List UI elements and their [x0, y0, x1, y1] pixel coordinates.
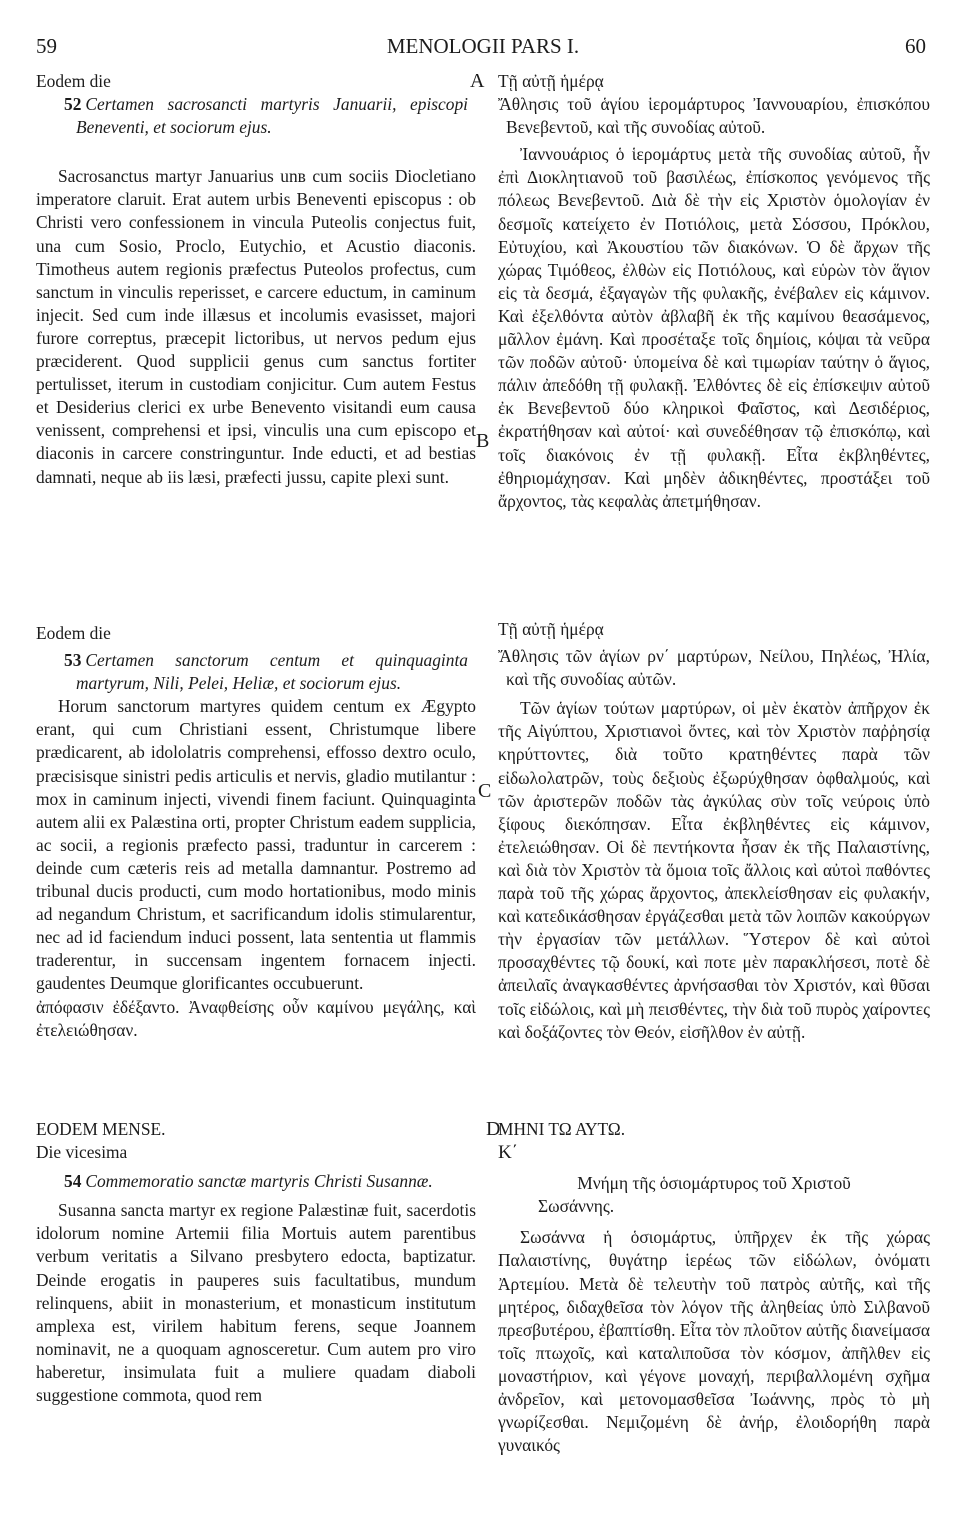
section-title: Ἄθλησις τῶν ἁγίων ρν΄ μαρτύρων, Νείλου, Πηλέως, Ἠλία, καὶ τῆς συνοδίας αὐτῶν. [498, 646, 930, 690]
section-title-text: Commemoratio sanctæ martyris Christi Susannæ. [85, 1171, 433, 1192]
section-title [36, 649, 476, 695]
margin-marker-d: D [486, 1118, 501, 1140]
margin-marker-c: C [478, 780, 492, 802]
section-body: Susanna sancta martyr ex regione Palæstinæ fuit, sacerdotis idolorum nomine Artemii filia Mortuis autem parentibus verbum veritatis a Silvano presbytero edocta, baptizatur. Deinde erogatis in pauperes suis facultatibus, mundum relinquens, abiit in monasterium, et monasticum institutum amplexa est, virilem habitum ferens, seque Joannem nominavit, ne a quoquam agnosceretur. Cum autem pro viro haberetur, insimulata fuit a muliere quadam diaboli suggestione commota, quod rem [36, 1200, 476, 1406]
section-day-heading: Eodem die [36, 71, 111, 91]
section-body: Sacrosanctus martyr Januarius unв cum sociis Diocletiano imperatore claruit. Erat autem urbis Beneventi episcopus : ob Christi vero confessionem in vincula Puteolis conjectus fuit, una cum Sosio, Proclo, Eutychio, et Acustio diaconis. Timotheus autem regionis præfectus Puteolos profectus, cum sanctum in vinculis reperisset, e carcere eductum, in caminum injecit. Sed cum inde illæsus et incolumis evasisset, majori furore correptus, præcepit lictoribus, ut nervos pedum ejus præciderent. Quod supplicii genus cum sanctus fortiter pertulisset, iterum in custodiam conjicitur. Cum autem Festus et Desiderius clerici ex urbe Benevento visitandi eum causa venissent, comprehensi et ipsi, vinculis una cum episcopo et diaconis in carcere constringuntur. Inde educti, et ad bestias damnati, neque ab iis læsi, præfecti jussu, capite plexi sunt. [36, 166, 476, 487]
latin-section-54 [36, 1118, 476, 1407]
section-day-heading: Eodem die [36, 623, 111, 643]
running-title: MENOLOGII PARS I. [386, 34, 580, 58]
greek-section-54 [498, 1118, 930, 1457]
month-heading: ΜΗΝΙ ΤΩ ΑΥΤΩ. [498, 1119, 626, 1139]
section-body: Σωσάννα ἡ ὁσιομάρτυς, ὑπῆρχεν ἐκ τῆς χώρας Παλαιστίνης, θυγάτηρ ἱερέως τῶν εἰδώλων, ὀνόματι Ἀρτεμίου. Μετὰ δὲ τελευτὴν τοῦ πατρὸς αὐτῆς, καὶ τῆς μητέρος, διδαχθεῖσα τὸν λόγον τῆς ἀληθείας ὑπὸ Σιλβανοῦ πρεσβυτέρου, ἐβαπτίσθη. Εἶτα τὸν πλοῦτον αὐτῆς διανείμασα τοῖς πτωχοῖς, καὶ καταλιποῦσα τὸν κόσμον, ἀπῆλθεν εἰς μοναστήριον, καὶ γέγονε μοναχή, περιβαλλομένη σχῆμα ἀνδρεῖον, καὶ μετονομασθεῖσα Ἰωάννης, πρὸς τὸ μὴ γνωρίζεσθαι. Νεμιζομένη δὲ ἀνήρ, ἐλοιδορήθη παρὰ γυναικός [498, 1227, 930, 1456]
section-day-heading: Κ΄ [498, 1142, 519, 1164]
margin-marker-a: A [470, 70, 485, 92]
section-title: Μνήμη τῆς ὁσιομάρτυρος τοῦ Χριστοῦ Σωσάννης. [538, 1173, 851, 1217]
section-number: 54 [64, 1171, 82, 1192]
section-title-text: Certamen sanctorum centum et quinquaginta martyrum, Nili, Pelei, Heliæ, et sociorum ejus. [76, 650, 468, 694]
section-day-heading: Τῇ αὐτῇ ἡμέρᾳ [498, 619, 604, 639]
page-number-left: 59 [36, 34, 57, 58]
margin-marker-b: B [476, 430, 490, 452]
section-number: 52 [64, 94, 82, 115]
section-body: Horum sanctorum martyres quidem centum ex Ægypto erant, qui cum Christiani essent, Christumque libere prædicarent, ab idololatris comprehensi, effosso dextro oculo, præcisisque sinistri pedis articulis et nervis, gladio mutilantur : mox in caminum injecti, vivendi finem faciunt. Quinquaginta autem alii ex Palæstina orti, propter Christum eadem supplicia, ac socii, a regionis præfecto passi, traduntur in carcerem : deinde cum cæteris reis ad metalla damnantur. Postremo ad tribunal ducis producti, cum modo hortationibus, modo minis ad negandum Christum, et sacrificandum idolis stimularentur, nec ad id faciendum induci possent, lata sententia ut flammis traderentur, in succensam ingentem fornacem injecti. gaudentes Deumque glorificantes occubuerunt. [36, 696, 476, 994]
section-title: Ἄθλησις τοῦ ἁγίου ἱερομάρτυρος Ἰαννουαρίου, ἐπισκόπου Βενεβεντοῦ, καὶ τῆς συνοδίας αὐτοῦ. [498, 94, 930, 138]
greek-section-52 [498, 70, 930, 513]
section-number: 53 [64, 650, 82, 671]
month-heading: EODEM MENSE. [36, 1119, 166, 1139]
section-day-heading: Die vicesima [36, 1142, 128, 1163]
section-day-heading: Τῇ αὐτῇ ἡμέρᾳ [498, 71, 604, 91]
greek-section-53 [498, 618, 930, 1044]
section-title [36, 93, 476, 139]
latin-section-53 [36, 622, 476, 1042]
section-title-text: Certamen sacrosancti martyris Januarii, episcopi Beneventi, et sociorum ejus. [76, 94, 468, 138]
section-title [36, 1170, 476, 1193]
page-number-right: 60 [905, 34, 926, 58]
section-body: Τῶν ἁγίων τούτων μαρτύρων, οἱ μὲν ἑκατὸν ἀπῆρχον ἐκ τῆς Αἰγύπτου, Χριστιανοὶ ὄντες, καὶ τὸν Χριστὸν παῤῥησίᾳ κηρύττοντες, διὰ τοῦτο κρατηθέντες παρὰ τῶν εἰδωλολατρῶν, τοὺς δεξιοὺς ἐξωρύχθησαν ὀφθαλμούς, καὶ τῶν ἀριστερῶν ποδῶν τὰς ἀγκύλας σὺν τοῖς νεύροις ὑπὸ ξίφους διεκόπησαν. Εἶτα ἐκβληθέντες εἰς κάμινον, ἐτελειώθησαν. Οἱ δὲ πεντήκοντα ἦσαν ἐκ τῆς Παλαιστίνης, καὶ διὰ τὸν Χριστὸν τὰ ὅμοια τοῖς ἄλλοις καὶ αὐτοὶ παθόντες παρὰ τοῦ τῆς χώρας ἄρχοντος, ἀπεκλείσθησαν εἰς φυλακήν, καὶ κατεδικάσθησαν ἐργάζεσθαι μετὰ τῶν λοιπῶν κακούργων τὴν ἐργασίαν τῶν μετάλλων. Ὕστερον δὲ καὶ αὐτοὶ προσαχθέντες τῷ δουκί, καὶ ποτε μὲν παρακλήσεσι, ποτὲ δὲ ἀπειλαῖς ἀναγκασθέντες ἀρνήσασθαι τὸν Χριστόν, καὶ θῦσαι τοῖς εἰδώλοις, καὶ μὴ πεισθέντες, τὴν διὰ τοῦ πυρὸς χαίροντες καὶ δοξάζοντες τὸν Θεόν, εἰσῆλθον ἐν αὐτῇ. [498, 698, 930, 1042]
section-body: Ἰαννουάριος ὁ ἱερομάρτυς μετὰ τῆς συνοδίας αὐτοῦ, ἦν ἐπὶ Διοκλητιανοῦ τοῦ βασιλέως, ἐπίσκοπος γενόμενος τῆς πόλεως Βενεβεντοῦ. Διὰ δὲ τὴν εἰς Χριστὸν ὁμολογίαν ἐν δεσμοῖς κατείχετο ἐν Ποτιόλοις, μετὰ Σόσσου, Πρόκλου, Εὐτυχίου, καὶ Ἀκουστίου τῶν διακόνων. Ὁ δὲ ἄρχων τῆς χώρας Τιμόθεος, ἐλθὼν εἰς Ποτιόλους, καὶ εὑρὼν τὸν ἅγιον εἰς τὰ δεσμά, ἐξαγαγὼν τῆς φυλακῆς, ἐνέβαλεν εἰς κάμινον. Καὶ ἐξελθόντα αὐτὸν ἀβλαβῆ ἐκ τῆς καμίνου θεασάμενος, μᾶλλον ἐμάνη. Καὶ προσέταξε τοῖς δημίοις, κόψαι τὰ νεῦρα τῶν ποδῶν αὐτοῦ· ὑπομείνα δὲ καὶ τιμωρίαν ταύτην ὁ ἅγιος, πάλιν ἀπεδόθη τῇ φυλακῇ. Ἐλθόντες δὲ εἰς ἐπίσκεψιν αὐτοῦ ἐκ Βενεβεντοῦ δύο κληρικοὶ Φαῖστος, καὶ Δεσιδέριος, ἐκρατήθησαν καὶ αὐτοί· καὶ συνεδέθησαν τῷ ἐπισκόπῳ, καὶ τοῖς διακόνοις ἐν τῇ φυλακῇ. Εἶτα ἐκβληθέντες, ἐθηριομάχησαν. Καὶ μηδὲν ἀδικηθέντες, προστάξει τοῦ ἄρχοντος, τὰς κεφαλὰς ἀπετμήθησαν. [498, 144, 930, 511]
greek-carryover-line: ἀπόφασιν ἐδέξαντο. Ἀναφθείσης οὖν καμίνου μεγάλης, καὶ ἐτελειώθησαν. [36, 996, 476, 1040]
latin-section-52 [36, 70, 476, 489]
